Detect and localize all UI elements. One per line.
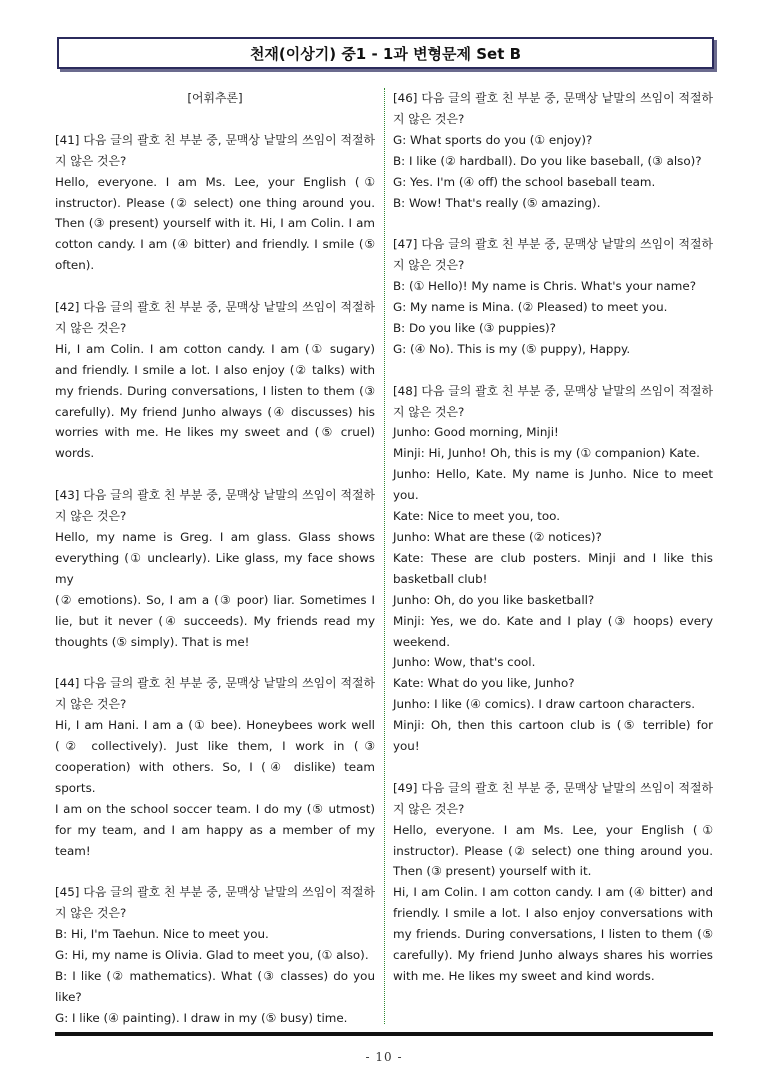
passage-line: Then (③ present) yourself with it. — [393, 864, 592, 879]
question-number: [49] — [393, 780, 418, 795]
passage-line: Hi, I am Colin. I am cotton candy. I am (④ bitter) and — [393, 885, 713, 900]
question-stem — [393, 778, 713, 799]
passage-line: B: Wow! That's really (⑤ amazing). — [393, 195, 601, 210]
question-stem-text: 다음 글의 괄호 친 부분 중, 문맥상 낱말의 쓰임이 적절하 — [83, 300, 376, 315]
question-stem-text: 지 않은 것은? — [55, 697, 127, 712]
passage-line: G: My name is Mina. (② Pleased) to meet you. — [393, 300, 668, 315]
passage-line: G: Hi, my name is Olivia. Glad to meet you, (① also). — [55, 948, 369, 963]
passage-line: Minji: Hi, Junho! Oh, this is my (① companion) Kate. — [393, 446, 700, 461]
passage-line: for my team, and I am happy as a member of my — [55, 822, 375, 837]
passage-line: and friendly. I smile a lot. I also enjoy (② talks) with — [55, 362, 375, 377]
question-stem-text: 지 않은 것은? — [55, 320, 127, 335]
passage-line: B: I like (② mathematics). What (③ classes) do you — [55, 968, 375, 983]
question-number: [41] — [55, 132, 80, 147]
passage-line: instructor). Please (② select) one thing around you. — [55, 195, 375, 210]
question-stem-text: 지 않은 것은? — [393, 258, 465, 273]
question-stem-text: 다음 글의 괄호 친 부분 중, 문맥상 낱말의 쓰임이 적절하 — [83, 132, 376, 147]
question-block — [55, 882, 375, 1028]
question-stem-text: 지 않은 것은? — [393, 111, 465, 126]
question-number: [43] — [55, 488, 80, 503]
question-stem-text: 다음 글의 괄호 친 부분 중, 문맥상 낱말의 쓰임이 적절하 — [421, 780, 714, 795]
passage-line: cotton candy. I am (④ bitter) and friendly. I smile (⑤ — [55, 237, 375, 252]
bottom-rule — [55, 1032, 713, 1036]
question-number: [48] — [393, 383, 418, 398]
question-stem — [55, 130, 375, 151]
question-number: [44] — [55, 676, 80, 691]
question-block — [55, 297, 375, 464]
question-stem — [55, 297, 375, 318]
left-column — [55, 88, 375, 1029]
question-block — [55, 673, 375, 861]
passage-line: words. — [55, 446, 95, 461]
passage-line: Junho: Hello, Kate. My name is Junho. Nice to meet — [393, 467, 713, 482]
passage-line: friendly. I smile a lot. I also enjoy conversations with — [393, 906, 713, 921]
passage-line: Junho: Good morning, Minji! — [393, 425, 559, 440]
question-stem — [393, 234, 713, 255]
question-stem-text: 다음 글의 괄호 친 부분 중, 문맥상 낱말의 쓰임이 적절하 — [83, 885, 376, 900]
question-stem — [55, 485, 375, 506]
passage-line: team! — [55, 843, 91, 858]
passage-line: basketball club! — [393, 571, 488, 586]
page-number: - 10 - — [365, 1050, 403, 1064]
passage-line: my friends. During conversations, I listen to them (③ — [55, 383, 375, 398]
column-divider — [384, 88, 385, 1024]
passage-line: B: Hi, I'm Taehun. Nice to meet you. — [55, 927, 269, 942]
question-block — [393, 381, 713, 757]
passage-line: (② emotions). So, I am a (③ poor) liar. Sometimes I — [55, 592, 375, 607]
passage-line: Junho: What are these (② notices)? — [393, 530, 602, 544]
passage-line: worries with me. He likes my sweet and (⑤ cruel) — [55, 425, 375, 440]
passage-line: G: Yes. I'm (④ off) the school baseball team. — [393, 174, 656, 189]
question-number: [45] — [55, 885, 80, 900]
question-stem — [393, 381, 713, 402]
passage-line: G: I like (④ painting). I draw in my (⑤ busy) time. — [55, 1010, 348, 1025]
question-stem-text: 다음 글의 괄호 친 부분 중, 문맥상 낱말의 쓰임이 적절하 — [421, 383, 714, 398]
passage-line: B: Do you like (③ puppies)? — [393, 320, 556, 335]
passage-line: Kate: These are club posters. Minji and I like this — [393, 550, 713, 565]
passage-line: Minji: Yes, we do. Kate and I play (③ hoops) every — [393, 613, 713, 628]
passage-line: Hi, I am Hani. I am a (① bee). Honeybees work well — [55, 718, 375, 733]
passage-line: B: (① Hello)! My name is Chris. What's your name? — [393, 279, 697, 294]
passage-line: Kate: What do you like, Junho? — [393, 676, 575, 691]
question-stem-text: 지 않은 것은? — [55, 509, 127, 524]
question-stem — [55, 673, 375, 694]
question-number: [47] — [393, 237, 418, 252]
passage-line: carefully). My friend Junho always shares his worries — [393, 948, 713, 963]
question-block — [55, 130, 375, 276]
question-number: [46] — [393, 91, 418, 105]
passage-line: Junho: Wow, that's cool. — [393, 655, 536, 670]
passage-line: my friends. During conversations, I listen to them (⑤ — [393, 927, 713, 942]
passage-line: G: What sports do you (① enjoy)? — [393, 132, 593, 147]
passage-line: Hello, my name is Greg. I am glass. Glass shows — [55, 529, 375, 544]
passage-line: lie, but it never (④ succeeds). My friends read my — [55, 613, 375, 628]
passage-line: weekend. — [393, 634, 450, 649]
passage-line: Hello, everyone. I am Ms. Lee, your English (① — [393, 822, 713, 837]
passage-line: I am on the school soccer team. I do my (⑤ utmost) — [55, 801, 375, 816]
passage-line: B: I like (② hardball). Do you like baseball, (③ also)? — [393, 153, 702, 168]
passage-line: with me. He likes my sweet and kind words. — [393, 969, 655, 984]
question-block — [393, 234, 713, 359]
question-stem-text: 지 않은 것은? — [393, 801, 465, 816]
question-stem-text: 지 않은 것은? — [55, 906, 127, 921]
passage-line: carefully). My friend Junho always (④ discusses) his — [55, 404, 375, 419]
question-number: [42] — [55, 300, 80, 315]
passage-line: instructor). Please (② select) one thing around you. — [393, 843, 713, 858]
page-title: 천재(이상기) 중1 - 1과 변형문제 Set B — [57, 37, 714, 69]
question-stem — [393, 88, 713, 109]
question-stem-text: 다음 글의 괄호 친 부분 중, 문맥상 낱말의 쓰임이 적절하 — [83, 676, 376, 691]
passage-line: everything (① unclearly). Like glass, my face shows my — [55, 550, 375, 586]
question-block — [393, 778, 713, 987]
passage-line: like? — [55, 989, 82, 1004]
passage-line: Hi, I am Colin. I am cotton candy. I am (① sugary) — [55, 341, 375, 356]
passage-line: G: (④ No). This is my (⑤ puppy), Happy. — [393, 341, 631, 356]
passage-line: Junho: Oh, do you like basketball? — [393, 592, 595, 607]
question-stem-text: 다음 글의 괄호 친 부분 중, 문맥상 낱말의 쓰임이 적절하 — [421, 91, 714, 105]
passage-line: you! — [393, 739, 420, 754]
passage-line: Minji: Oh, then this cartoon club is (⑤ terrible) for — [393, 718, 713, 733]
passage-line: Hello, everyone. I am Ms. Lee, your English (① — [55, 174, 375, 189]
question-stem — [55, 882, 375, 903]
passage-line: Then (③ present) yourself with it. Hi, I am Colin. I am — [55, 216, 375, 231]
question-stem-text: 지 않은 것은? — [55, 153, 127, 168]
passage-line: (② collectively). Just like them, I work in (③ — [55, 739, 375, 754]
right-column — [393, 88, 713, 987]
question-block — [55, 485, 375, 652]
passage-line: you. — [393, 488, 419, 503]
passage-line: cooperation) with others. So, I (④ dislike) team sports. — [55, 759, 375, 795]
passage-line: often). — [55, 258, 95, 273]
passage-line: Junho: I like (④ comics). I draw cartoon characters. — [393, 697, 696, 712]
passage-line: thoughts (⑤ simply). That is me! — [55, 634, 250, 649]
question-stem-text: 지 않은 것은? — [393, 404, 465, 419]
question-block — [393, 88, 713, 213]
category-label: [어휘추론] — [187, 91, 243, 105]
passage-line: Kate: Nice to meet you, too. — [393, 509, 561, 524]
question-stem-text: 다음 글의 괄호 친 부분 중, 문맥상 낱말의 쓰임이 적절하 — [83, 488, 376, 503]
question-stem-text: 다음 글의 괄호 친 부분 중, 문맥상 낱말의 쓰임이 적절하 — [421, 237, 714, 252]
